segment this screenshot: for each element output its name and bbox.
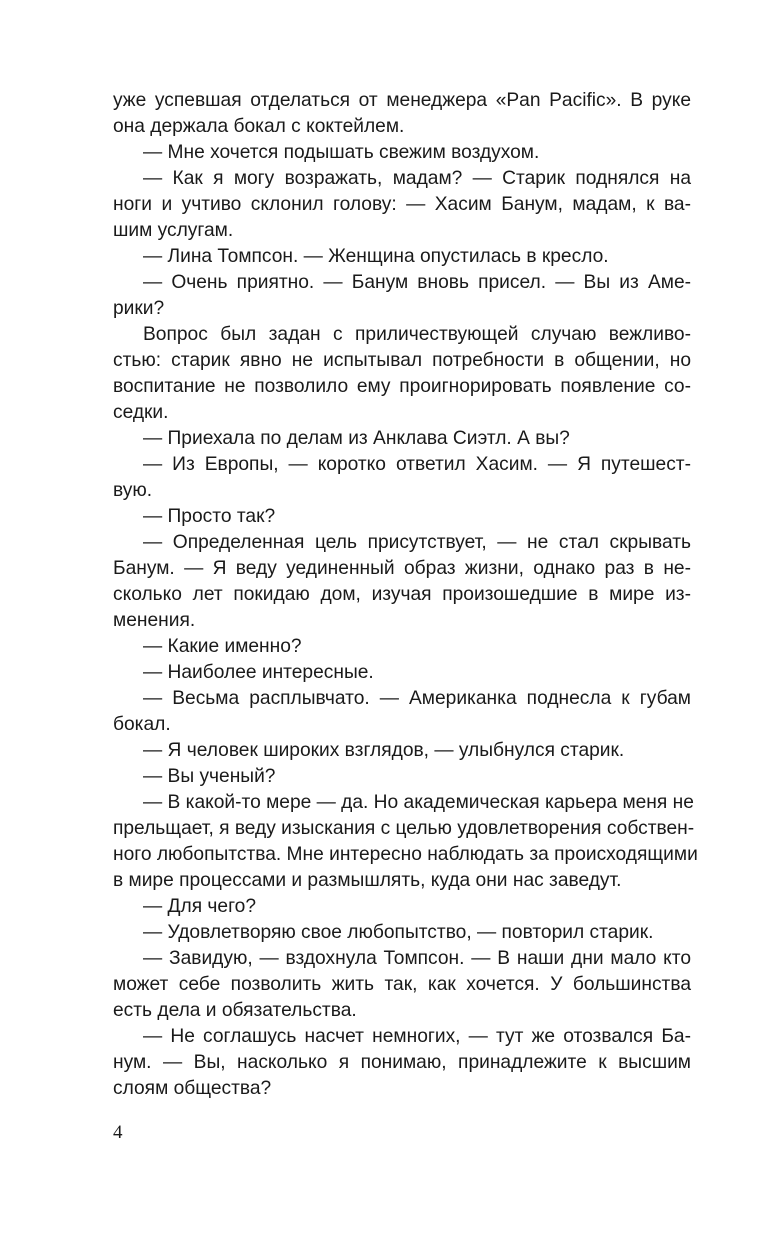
text-line: — Весьма расплывчато. — Американка поднесла к губам bbox=[143, 688, 691, 709]
text-line: ного любопытства. Мне интересно наблюдать за происходящими bbox=[113, 844, 698, 865]
page-number: 4 bbox=[113, 1122, 123, 1143]
text-line: слоям общества? bbox=[113, 1078, 272, 1099]
text-line: уже успевшая отделаться от менеджера «Pan Pacific». В руке bbox=[113, 90, 691, 111]
text-line: седки. bbox=[113, 402, 169, 423]
text-line: сколько лет покидаю дом, изучая произошедшие в мире из- bbox=[113, 584, 691, 605]
text-line: прельщает, я веду изыскания с целью удовлетворения собствен- bbox=[113, 818, 695, 839]
text-line: она держала бокал с коктейлем. bbox=[113, 116, 405, 137]
text-line: — Мне хочется подышать свежим воздухом. bbox=[143, 142, 540, 163]
text-line: Вопрос был задан с приличествующей случаю вежливо- bbox=[143, 324, 691, 345]
text-line: бокал. bbox=[113, 714, 171, 735]
text-line: ноги и учтиво склонил голову: — Хасим Банум, мадам, к ва- bbox=[113, 194, 691, 215]
text-line: может себе позволить жить так, как хочется. У большинства bbox=[113, 974, 691, 995]
text-line: нум. — Вы, насколько я понимаю, принадлежите к высшим bbox=[113, 1052, 691, 1073]
text-line: — Очень приятно. — Банум вновь присел. — Вы из Аме- bbox=[143, 272, 691, 293]
text-line: — Как я могу возражать, мадам? — Старик поднялся на bbox=[143, 168, 691, 189]
text-line: менения. bbox=[113, 610, 196, 631]
text-line: Банум. — Я веду уединенный образ жизни, однако раз в не- bbox=[113, 558, 691, 579]
text-line: — В какой-то мере — да. Но академическая карьера меня не bbox=[143, 792, 694, 813]
text-line: есть дела и обязательства. bbox=[113, 1000, 357, 1021]
text-line: — Не соглашусь насчет немногих, — тут же отозвался Ба- bbox=[143, 1026, 691, 1047]
text-line: — Приехала по делам из Анклава Сиэтл. А вы? bbox=[143, 428, 570, 449]
text-line: — Определенная цель присутствует, — не стал скрывать bbox=[143, 532, 691, 553]
text-line: рики? bbox=[113, 298, 165, 319]
text-line: — Какие именно? bbox=[143, 636, 302, 657]
text-line: шим услугам. bbox=[113, 220, 234, 241]
text-line: — Просто так? bbox=[143, 506, 276, 527]
text-line: воспитание не позволило ему проигнорировать появление со- bbox=[113, 376, 691, 397]
text-line: — Вы ученый? bbox=[143, 766, 276, 787]
text-line: стью: старик явно не испытывал потребности в общении, но bbox=[113, 350, 691, 371]
text-line: — Из Европы, — коротко ответил Хасим. — Я путешест- bbox=[143, 454, 691, 475]
page-text bbox=[113, 88, 698, 1102]
text-line: — Завидую, — вздохнула Томпсон. — В наши дни мало кто bbox=[143, 948, 691, 969]
text-line: вую. bbox=[113, 480, 153, 501]
text-line: — Я человек широких взглядов, — улыбнулся старик. bbox=[143, 740, 625, 761]
text-line: — Для чего? bbox=[143, 896, 257, 917]
text-line: — Лина Томпсон. — Женщина опустилась в кресло. bbox=[143, 246, 609, 267]
text-line: — Удовлетворяю свое любопытство, — повторил старик. bbox=[143, 922, 654, 943]
text-line: — Наиболее интересные. bbox=[143, 662, 374, 683]
text-line: в мире процессами и размышлять, куда они нас заведут. bbox=[113, 870, 622, 891]
